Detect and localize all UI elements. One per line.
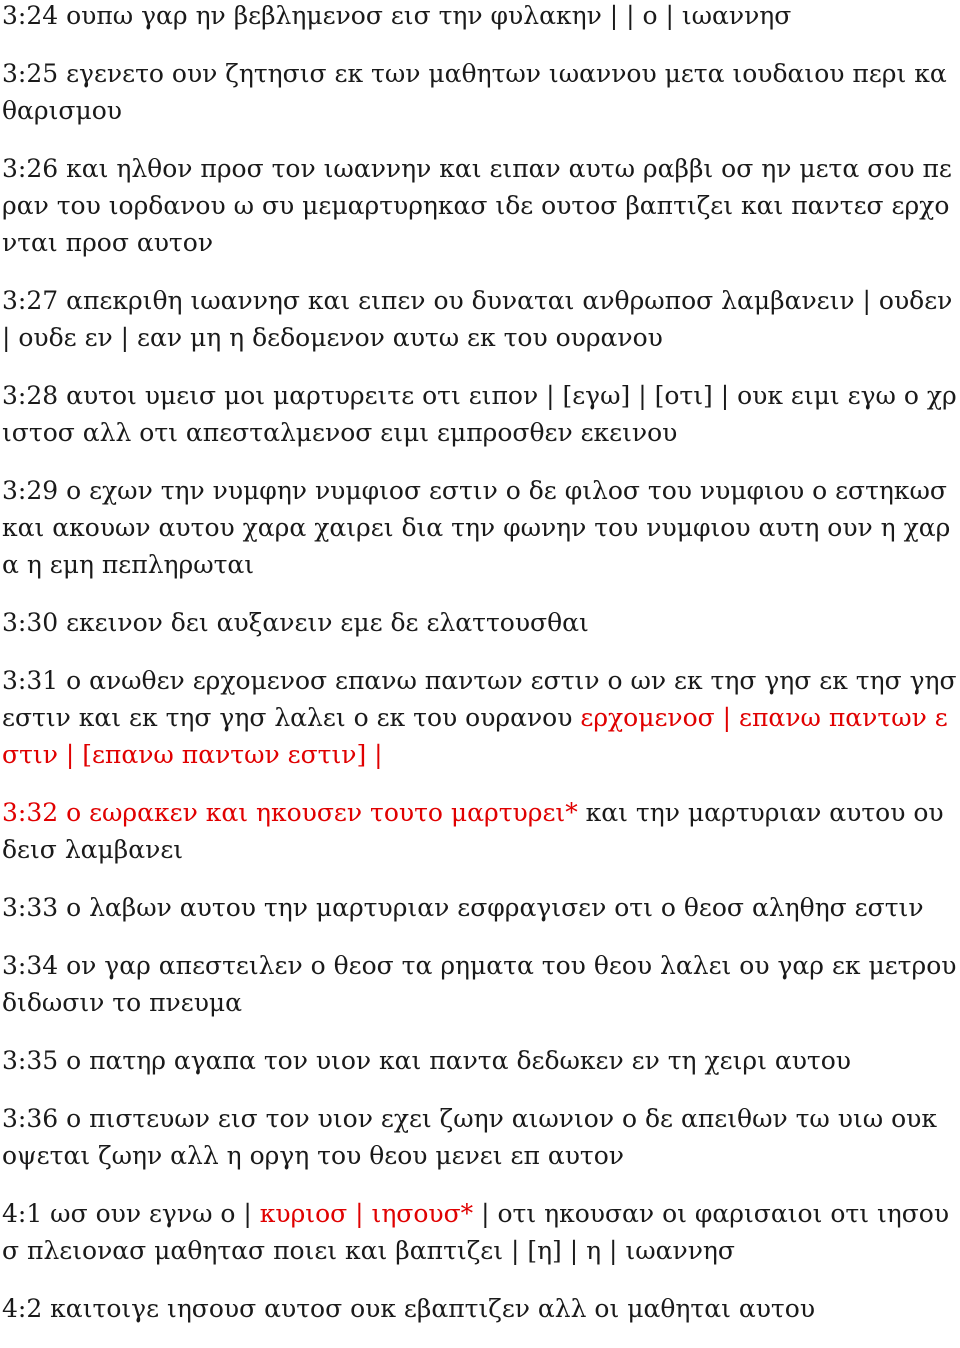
verse-3-36	[2, 1100, 958, 1174]
verse-text: 3:34 ον γαρ απεστειλεν ο θεοσ τα ρηματα του θεου λαλει ου γαρ εκ μετρου διδωσιν το πνευμα	[2, 951, 957, 1017]
verse-text: 3:35 ο πατηρ αγαπα τον υιον και παντα δεδωκεν εν τη χειρι αυτου	[2, 1046, 851, 1075]
verse-text: | οτι ηκουσαν οι φαρισαιοι οτι ιησουσ πλειονασ μαθητασ ποιει και βαπτιζει | [η] | η | ιωαννησ	[2, 1199, 950, 1265]
verse-4-2	[2, 1290, 958, 1327]
verse-text: 3:33 ο λαβων αυτου την μαρτυριαν εσφραγισεν οτι ο θεοσ αληθησ εστιν	[2, 893, 924, 922]
highlighted-text: ερχομενοσ | επανω παντων εστιν | [επανω παντων εστιν] |	[2, 703, 948, 769]
verse-3-24	[2, 0, 958, 34]
highlighted-text: κυριοσ | ιησουσ*	[259, 1199, 474, 1228]
verse-text: 4:2 καιτοιγε ιησουσ αυτοσ ουκ εβαπτιζεν αλλ οι μαθηται αυτου	[2, 1294, 816, 1323]
verse-text: 3:27 απεκριθη ιωαννησ και ειπεν ου δυναται ανθρωποσ λαμβανειν | ουδεν | ουδε εν | εαν μη η δεδομενον αυτω εκ του ουρανου	[2, 286, 953, 352]
verse-3-25	[2, 55, 958, 129]
verse-3-32	[2, 794, 958, 868]
verse-text: 3:30 εκεινον δει αυξανειν εμε δε ελαττουσθαι	[2, 608, 589, 637]
verse-text: 3:29 ο εχων την νυμφην νυμφιοσ εστιν ο δε φιλοσ του νυμφιου ο εστηκωσ και ακουων αυτου χαρα χαιρει δια την φωνην του νυμφιου αυτη ουν η χαρα η εμη πεπληρωται	[2, 476, 951, 579]
verse-text: 3:25 εγενετο ουν ζητησισ εκ των μαθητων ιωαννου μετα ιουδαιου περι καθαρισμου	[2, 59, 947, 125]
document-body	[2, 0, 958, 1348]
highlighted-text: 3:32 ο εωρακεν και ηκουσεν τουτο μαρτυρει*	[2, 798, 578, 827]
verse-3-31	[2, 662, 958, 773]
verse-text: 3:26 και ηλθον προσ τον ιωαννην και ειπαν αυτω ραββι οσ ην μετα σου περαν του ιορδανου ω συ μεμαρτυρηκασ ιδε ουτοσ βαπτιζει και παντεσ ερχονται προσ αυτον	[2, 154, 952, 257]
verse-text: και την μαρτυριαν αυτου ουδεισ λαμβανει	[2, 798, 944, 864]
verse-4-1	[2, 1195, 958, 1269]
verse-text: 3:36 ο πιστευων εισ τον υιον εχει ζωην αιωνιον ο δε απειθων τω υιω ουκ οψεται ζωην αλλ η οργη του θεου μενει επ αυτον	[2, 1104, 937, 1170]
verse-3-26	[2, 150, 958, 261]
verse-3-29	[2, 472, 958, 583]
verse-3-30	[2, 604, 958, 641]
verse-3-34	[2, 947, 958, 1021]
verse-text: 4:1 ωσ ουν εγνω ο |	[2, 1199, 260, 1228]
verse-3-27	[2, 282, 958, 356]
verse-3-35	[2, 1042, 958, 1079]
verse-3-28	[2, 377, 958, 451]
verse-3-33	[2, 889, 958, 926]
verse-text: 3:28 αυτοι υμεισ μοι μαρτυρειτε οτι ειπον | [εγω] | [οτι] | ουκ ειμι εγω ο χριστοσ αλλ οτι απεσταλμενοσ ειμι εμπροσθεν εκεινου	[2, 381, 957, 447]
verse-text: 3:31 ο ανωθεν ερχομενοσ επανω παντων εστιν ο ων εκ τησ γησ εκ τησ γησ εστιν και εκ τησ γησ λαλει ο εκ του ουρανου	[2, 666, 957, 732]
verse-text: 3:24 ουπω γαρ ην βεβλημενοσ εισ την φυλακην | | ο | ιωαννησ	[2, 1, 792, 30]
